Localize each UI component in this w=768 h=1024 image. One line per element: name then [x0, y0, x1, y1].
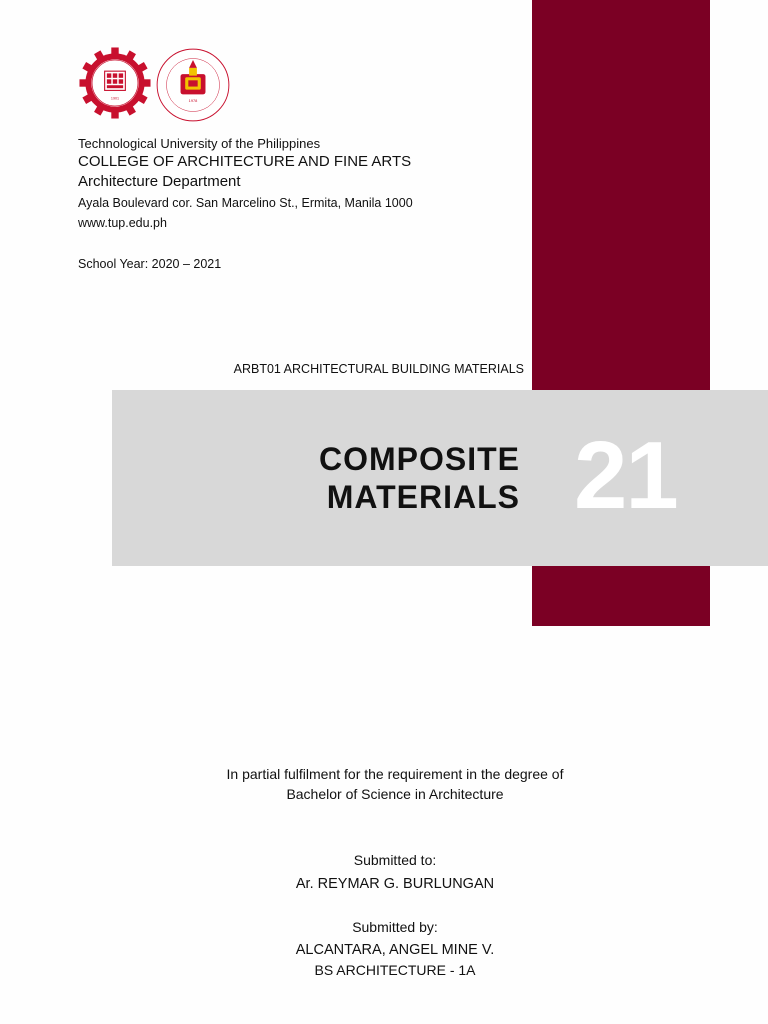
submitted-to-name: Ar. REYMAR G. BURLUNGAN [295, 876, 495, 892]
tup-seal-year: 1901 [110, 96, 120, 101]
submitted-by-label: Submitted by: [352, 919, 438, 935]
cafa-seal-logo [154, 46, 232, 124]
submitted-by-name: ALCANTARA, ANGEL MINE V. [295, 942, 495, 958]
department-name: Architecture Department [78, 173, 241, 190]
cafa-seal-year: 1978 [188, 98, 198, 104]
tup-seal-logo [78, 46, 152, 120]
submitted-by-course: BS ARCHITECTURE - 1A [314, 962, 476, 978]
address: Ayala Boulevard cor. San Marcelino St., Ermita, Manila 1000 [78, 196, 413, 210]
module-title-line2: MATERIALS [326, 479, 520, 515]
course-code: ARBT01 [233, 362, 281, 376]
college-name: COLLEGE OF ARCHITECTURE AND FINE ARTS [78, 153, 412, 170]
course-line [234, 362, 524, 376]
submitted-to-label: Submitted to: [353, 852, 437, 868]
module-title [319, 440, 520, 516]
course-name: ARCHITECTURAL BUILDING MATERIALS [283, 362, 524, 376]
school-year: School Year: 2020 – 2021 [78, 257, 222, 271]
university-name: Technological University of the Philippines [78, 136, 321, 151]
partial-fulfilment-line2: Bachelor of Science in Architecture [286, 786, 504, 802]
module-number: 21 [574, 422, 677, 529]
partial-fulfilment-line1: In partial fulfilment for the requirement in the degree of [226, 766, 564, 782]
module-title-line1: COMPOSITE [318, 441, 520, 477]
website-link[interactable]: www.tup.edu.ph [78, 216, 167, 230]
